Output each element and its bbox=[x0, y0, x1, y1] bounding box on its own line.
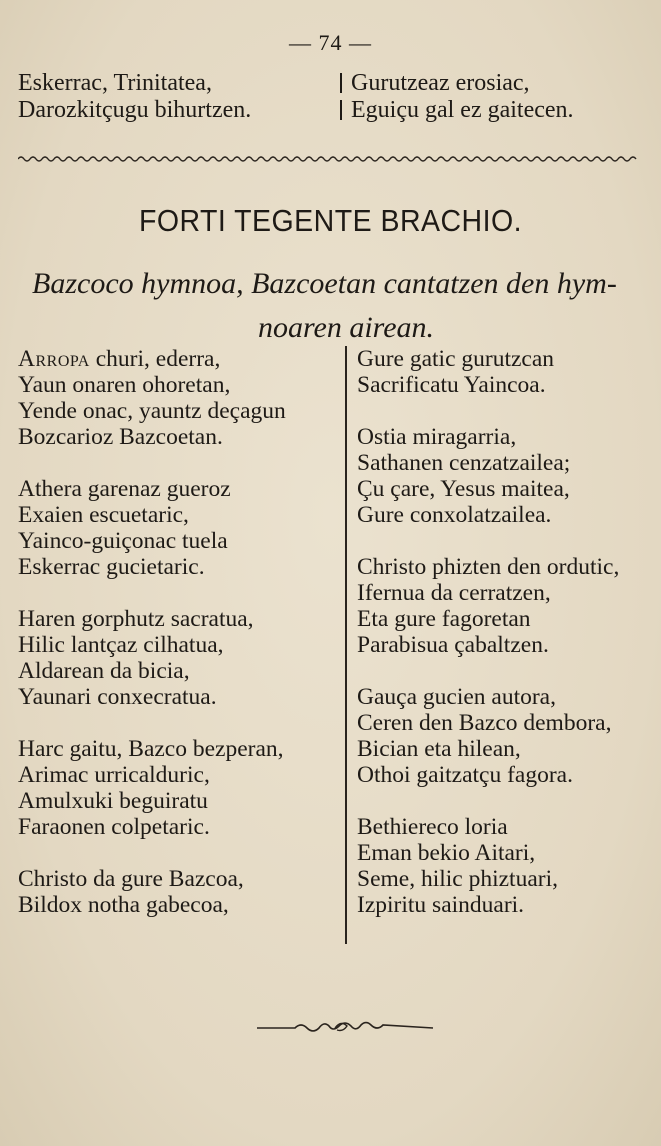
verse-line: Yende onac, yauntz deçagun bbox=[18, 398, 286, 424]
verse-line: Eskerrac, Trinitatea, bbox=[18, 70, 212, 96]
end-ornament bbox=[255, 1018, 435, 1038]
verse-line: Gure conxolatzailea. bbox=[357, 502, 552, 528]
verse-line: Amulxuki beguiratu bbox=[18, 788, 208, 814]
stanza bbox=[357, 554, 661, 658]
verse-line: Çu çare, Yesus maitea, bbox=[357, 476, 570, 502]
verse-line: Darozkitçugu bihurtzen. bbox=[18, 97, 252, 123]
verse-line: Aldarean da bicia, bbox=[18, 658, 190, 684]
stanza bbox=[18, 606, 333, 710]
stanza bbox=[357, 346, 661, 398]
verse-line: Arimac urricalduric, bbox=[18, 762, 210, 788]
verse-line: Gurutzeaz erosiac, bbox=[340, 70, 574, 97]
stanza bbox=[18, 866, 333, 918]
stanza bbox=[18, 736, 333, 840]
verse-line: Parabisua çabaltzen. bbox=[357, 632, 549, 658]
verse-line: Sacrificatu Yaincoa. bbox=[357, 372, 546, 398]
verse-line: Bildox notha gabecoa, bbox=[18, 892, 229, 918]
subtitle-line-2: noaren airean. bbox=[257, 311, 435, 344]
right-column bbox=[345, 346, 661, 944]
stanza bbox=[357, 684, 661, 788]
verse-line: Christo da gure Bazcoa, bbox=[18, 866, 244, 892]
verse-line: Izpiritu sainduari. bbox=[357, 892, 525, 918]
verse-line: Faraonen colpetaric. bbox=[18, 814, 210, 840]
verse-line bbox=[18, 346, 333, 372]
page-number: — 74 — bbox=[289, 30, 372, 55]
hymn-subtitle bbox=[32, 262, 652, 350]
stanza bbox=[18, 346, 333, 450]
verse-line: Exaien escuetaric, bbox=[18, 502, 189, 528]
stanza bbox=[18, 476, 333, 580]
top-stanza-left bbox=[18, 70, 251, 124]
verse-line: Bozcarioz Bazcoetan. bbox=[18, 424, 223, 450]
verse-text: churi, ederra, bbox=[89, 346, 221, 372]
verse-line: Yainco-guiçonac tuela bbox=[18, 528, 228, 554]
verse-line: Hilic lantçaz cilhatua, bbox=[18, 632, 224, 658]
verse-line: Gure gatic gurutzcan bbox=[357, 346, 555, 372]
verse-line: Athera garenaz gueroz bbox=[18, 476, 231, 502]
verse-line: Ceren den Bazco dembora, bbox=[357, 710, 612, 736]
verse-line: Gauça gucien autora, bbox=[357, 684, 556, 710]
verse-line: Eman bekio Aitari, bbox=[357, 840, 536, 866]
verse-line: Ostia miragarria, bbox=[357, 424, 517, 450]
verse-line: Yaunari conxecratua. bbox=[18, 684, 217, 710]
left-column bbox=[18, 346, 333, 944]
verse-line: Haren gorphutz sacratua, bbox=[18, 606, 254, 632]
initial-word: Arropa bbox=[18, 346, 90, 372]
stanza bbox=[357, 424, 661, 528]
wavy-rule-divider bbox=[18, 154, 648, 164]
verse-line: Ifernua da cerratzen, bbox=[357, 580, 551, 606]
verse-line: Eguiçu gal ez gaitecen. bbox=[340, 97, 574, 124]
top-stanza-right bbox=[340, 70, 574, 124]
stanza bbox=[357, 814, 661, 918]
verse-line: Eskerrac gucietaric. bbox=[18, 554, 205, 580]
verse-line: Seme, hilic phiztuari, bbox=[357, 866, 559, 892]
hymn-title: FORTI TEGENTE BRACHIO. bbox=[138, 203, 523, 238]
verse-line: Harc gaitu, Bazco bezperan, bbox=[18, 736, 284, 762]
verse-line: Eta gure fagoretan bbox=[357, 606, 531, 632]
verse-line: Bethiereco loria bbox=[357, 814, 508, 840]
subtitle-line-1: Bazcoco hymnoa, Bazcoetan cantatzen den hym- bbox=[32, 267, 617, 300]
verse-line: Bician eta hilean, bbox=[357, 736, 521, 762]
verse-line: Christo phizten den ordutic, bbox=[357, 554, 620, 580]
verse-line: Yaun onaren ohoretan, bbox=[18, 372, 231, 398]
verse-line: Sathanen cenzatzailea; bbox=[357, 450, 571, 476]
verse-line: Othoi gaitzatçu fagora. bbox=[357, 762, 573, 788]
